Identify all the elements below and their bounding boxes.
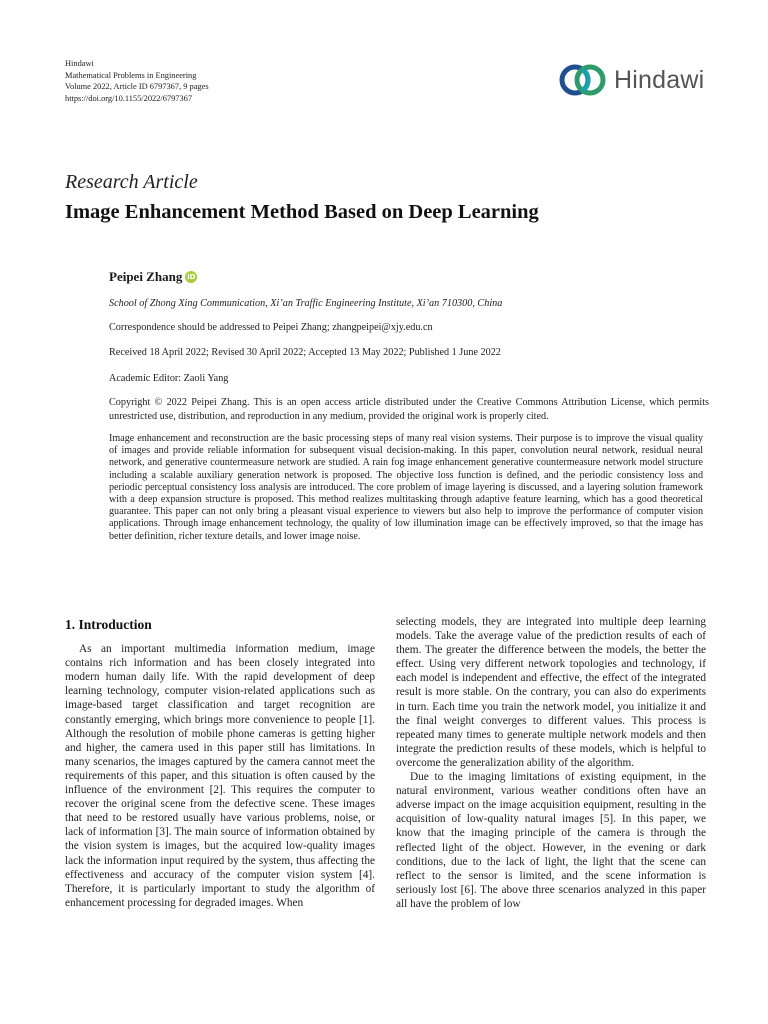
publisher-name: Hindawi	[65, 59, 94, 68]
abstract: Image enhancement and reconstruction are the basic processing steps of many real vision systems. Their purpose is to improve the visual quality of images and provide reliable information for subsequent visual decision-making. In this paper, convolution neural network, residual neural network, and generative countermeasure network are studied. A rain fog image enhancement generative countermeasure network model structure including a scalable auxiliary generation network is proposed. The objective loss function is defined, and the periodic consistency loss and periodic perceptual consistency loss analysis are introduced. The core problem of image layering is discussed, and a layering solution framework with a deep expansion structure is proposed. This method realizes multitasking through adaptive feature learning, which has a good theoretical guarantee. This paper can not only bring a pleasant visual experience to viewers but also help to improve the performance of computer vision applications. Through image enhancement technology, the quality of low illumination image can be effectively improved, so that the image has better definition, richer texture details, and lower image noise.	[109, 433, 703, 542]
hindawi-logo-icon	[558, 62, 608, 98]
section-heading: 1. Introduction	[65, 617, 152, 632]
correspondence: Correspondence should be addressed to Peipei Zhang; zhangpeipei@xjy.edu.cn	[109, 322, 433, 333]
body-column-left	[65, 616, 375, 910]
author-affiliation: School of Zhong Xing Communication, Xi’an Traffic Engineering Institute, Xi’an 710300, China	[109, 298, 503, 309]
academic-editor: Academic Editor: Zaoli Yang	[109, 373, 229, 384]
article-title: Image Enhancement Method Based on Deep Learning	[65, 201, 539, 223]
body-paragraph: selecting models, they are integrated into multiple deep learning models. Take the average value of the prediction results of each of them. The greater the difference between the models, the better the effect. Using very different network topologies and technology, if each model is independent and effective, the effect of the integrated result is more stable. On the contrary, you can also do experiments in turn. Each time you train the network model, you initialize it and the final weight converges to different values. This process is repeated many times to generate multiple network models and then integrate the prediction results of these models, which is helpful to overcome the generalization ability of the algorithm.	[396, 616, 706, 769]
article-type: Research Article	[65, 171, 198, 193]
body-paragraph: Due to the imaging limitations of existing equipment, in the natural environment, various weather conditions often have an adverse impact on the image acquisition equipment, resulting in the acquisition of low-quality natural images [5]. In this paper, we know that the imaging principle of the camera is through the reflected light of the object. However, in the evening or dark conditions, due to the lack of light, the light that the scene can reflect to the sensor is limited, and the scene information is seriously lost [6]. The above three scenarios analyzed in this paper all have the problem of low	[396, 771, 706, 910]
journal-name: Mathematical Problems in Engineering	[65, 70, 197, 80]
author-line	[109, 269, 197, 285]
hindawi-logo[interactable]	[558, 62, 704, 98]
copyright-notice: Copyright © 2022 Peipei Zhang. This is an open access article distributed under the Creative Commons Attribution License, which permits unrestricted use, distribution, and reproduction in any medium, provided the original work is properly cited.	[109, 397, 709, 422]
publication-dates: Received 18 April 2022; Revised 30 April 2022; Accepted 13 May 2022; Published 1 June 2022	[109, 347, 501, 358]
volume-info: Volume 2022, Article ID 6797367, 9 pages	[65, 82, 209, 92]
orcid-icon[interactable]: iD	[187, 273, 196, 281]
journal-metadata	[65, 58, 209, 104]
hindawi-logo-text: Hindawi	[614, 65, 705, 94]
body-column-right	[396, 615, 706, 911]
doi-link[interactable]: https://doi.org/10.1155/2022/6797367	[65, 93, 193, 103]
author-name[interactable]: Peipei Zhang	[109, 269, 183, 284]
body-paragraph: As an important multimedia information medium, image contains rich information and has been closely integrated into modern human daily life. With the rapid development of deep learning technology, computer vision-related applications such as image-based target classification and target recognition are constantly emerging, which brings more convenience to people [1]. Although the resolution of mobile phone cameras is getting higher and higher, the camera used in this paper still has limitations. In many scenarios, the images captured by the camera cannot meet the requirements of this paper, and this situation is often caused by the influence of the environment [2]. This requires the computer to recover the original scene from the defective scene. These images that need to be restored usually have various problems, noise, or lack of information [3]. The main source of information obtained by the vision system is images, but the acquired low-quality images lack the information input required by the system, thus affecting the effectiveness and accuracy of the computer vision system [4]. Therefore, it is particularly important to study the algorithm of enhancement processing for degraded images. When	[65, 643, 375, 909]
